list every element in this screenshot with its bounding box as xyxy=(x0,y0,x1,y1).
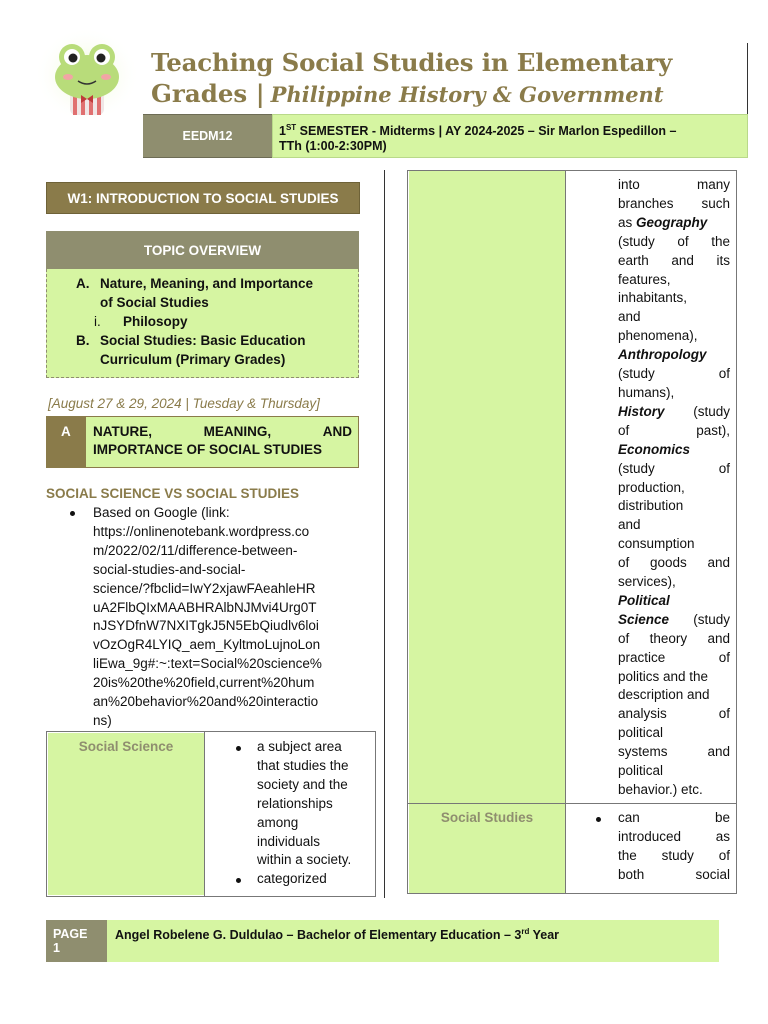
social-science-label: Social Science xyxy=(48,733,204,895)
def-line: behavior.) etc. xyxy=(618,782,703,797)
w: branches xyxy=(618,195,674,211)
def-line: categorized xyxy=(257,871,327,886)
reference-link-line[interactable]: vOzOgR4LYIQ_aem_KyltmoLujnoLon xyxy=(93,637,321,653)
document-title-line2 xyxy=(151,79,664,108)
reference-link-line[interactable]: an%20behavior%20and%20interactio xyxy=(93,694,319,710)
author-text: Angel Robelene G. Duldulao – Bachelor of Elementary Education – 3 xyxy=(115,928,522,943)
def-line: political xyxy=(618,725,664,741)
author-superscript: rd xyxy=(521,927,530,936)
topic-marker: i. xyxy=(94,314,101,329)
social-science-definition-continued xyxy=(566,171,735,803)
bullet xyxy=(236,878,241,883)
reference-link-line[interactable]: liEwa_9g#:~:text=Social%20science% xyxy=(93,656,322,672)
course-code: EEDM12 xyxy=(143,114,272,158)
reference-line: ns) xyxy=(93,712,112,728)
topic-item-cont: of Social Studies xyxy=(100,295,209,310)
w: such xyxy=(701,195,730,211)
w: into xyxy=(618,177,640,192)
term-economics: Economics xyxy=(618,441,691,457)
reference-link-line[interactable]: science/?fbclid=IwY2xjawFAeahleHR xyxy=(93,580,316,596)
title-grades: Grades | xyxy=(151,79,265,108)
social-studies-definition xyxy=(566,804,735,893)
topic-item: Nature, Meaning, and Importance xyxy=(100,276,314,291)
reference-line: Based on Google (link: xyxy=(93,505,230,520)
semester-info xyxy=(272,114,748,158)
w: many xyxy=(696,177,730,192)
author-year: Year xyxy=(529,928,560,943)
column-divider xyxy=(384,170,385,898)
semester-superscript: ST xyxy=(285,123,297,132)
frog-mascot-logo xyxy=(34,27,140,123)
branches-text: into many branches such as Geography (study of the earth and its features, inhabitants, and phenomena), Anthropology (study of humans), History (study of past), Economics (study of production, distribution and consumption of goods and services), Political Science (study of theory and practice of politics and the description and analysis of political systems and political behavior.) etc. xyxy=(618,176,730,800)
def-line: individuals xyxy=(257,833,321,849)
author-footer xyxy=(107,920,719,962)
section-a-letter: A xyxy=(46,416,86,468)
term-geography: Geography xyxy=(636,214,708,230)
term-history: History xyxy=(618,403,665,419)
def-line-text: a subject area xyxy=(257,739,342,754)
bullet xyxy=(596,817,601,822)
definition-text xyxy=(257,738,369,870)
term-anthropology: Anthropology xyxy=(618,347,707,363)
def-line: relationships xyxy=(257,795,333,811)
document-subtitle: Philippine History & Government xyxy=(270,82,664,107)
google-reference xyxy=(93,504,363,731)
page-number: 1 xyxy=(53,941,60,955)
reference-link-line[interactable]: uA2FlbQIxMAABHRAlbNJMvi4Urg0T xyxy=(93,599,317,615)
topic-marker: B. xyxy=(76,333,90,348)
def-line: description and xyxy=(618,687,710,703)
term-science: Science xyxy=(618,611,670,627)
section-a-word: MEANING, xyxy=(203,424,272,439)
def-line: political xyxy=(618,763,664,779)
page-number-box xyxy=(46,920,107,962)
reference-link-line[interactable]: 20is%20the%20field,current%20hum xyxy=(93,675,315,691)
def-line: consumption xyxy=(618,536,695,552)
document-title: Teaching Social Studies in Elementary xyxy=(151,48,673,77)
subheading: SOCIAL SCIENCE VS SOCIAL STUDIES xyxy=(46,486,300,501)
def-line: and xyxy=(618,517,641,533)
def-line: among xyxy=(257,814,299,830)
topic-item-cont: Curriculum (Primary Grades) xyxy=(100,352,286,367)
semester-number: 1 xyxy=(279,124,286,139)
def-line: production, xyxy=(618,479,685,495)
def-line: society and the xyxy=(257,776,348,792)
bullet xyxy=(70,511,75,516)
topic-overview-heading: TOPIC OVERVIEW xyxy=(46,231,359,269)
topic-marker: A. xyxy=(76,276,90,291)
def-line: within a society. xyxy=(257,852,352,868)
definition-text: can be introduced as the study of both social xyxy=(618,810,730,882)
semester-schedule: TTh (1:00-2:30PM) xyxy=(279,139,387,154)
reference-link-line[interactable]: social-studies-and-social- xyxy=(93,561,246,577)
def-line: that studies the xyxy=(257,757,349,773)
def-line xyxy=(257,738,369,757)
week-title: W1: INTRODUCTION TO SOCIAL STUDIES xyxy=(46,182,360,214)
term-political: Political xyxy=(618,592,670,608)
def-line: services), xyxy=(618,574,676,590)
reference-link-line[interactable]: nJSYDfnW7NXITgkJ5N5EbQiudlv6loi xyxy=(93,618,319,634)
def-line: distribution xyxy=(618,498,684,514)
def-line: and xyxy=(618,309,641,325)
reference-link-line[interactable]: m/2022/02/11/difference-between- xyxy=(93,542,298,558)
section-a-title-line2: IMPORTANCE OF SOCIAL STUDIES xyxy=(93,442,323,457)
header-divider xyxy=(747,43,748,115)
def-line: humans), xyxy=(618,384,675,400)
topic-item: Philosopy xyxy=(123,314,188,329)
section-a-word: AND xyxy=(322,424,352,439)
topic-item: Social Studies: Basic Education xyxy=(100,333,306,348)
social-studies-label: Social Studies xyxy=(409,804,565,893)
social-science-definition xyxy=(205,733,374,895)
social-science-label-continued xyxy=(409,171,565,803)
bullet xyxy=(236,746,241,751)
def-line: inhabitants, xyxy=(618,290,688,306)
reference-link-line[interactable]: https://onlinenotebank.wordpress.co xyxy=(93,523,310,539)
section-a-title xyxy=(93,423,352,459)
lesson-date: [August 27 & 29, 2024 | Tuesday & Thursday] xyxy=(48,396,320,411)
def-line: features, xyxy=(618,271,671,287)
semester-text: SEMESTER - Midterms | AY 2024-2025 – Sir Marlon Espedillon – xyxy=(296,124,677,139)
page-label: PAGE xyxy=(53,927,88,941)
section-a-word: NATURE, xyxy=(93,424,152,439)
def-line: phenomena), xyxy=(618,328,698,344)
topic-overview-list xyxy=(46,269,359,378)
def-line: politics and the xyxy=(618,668,709,684)
